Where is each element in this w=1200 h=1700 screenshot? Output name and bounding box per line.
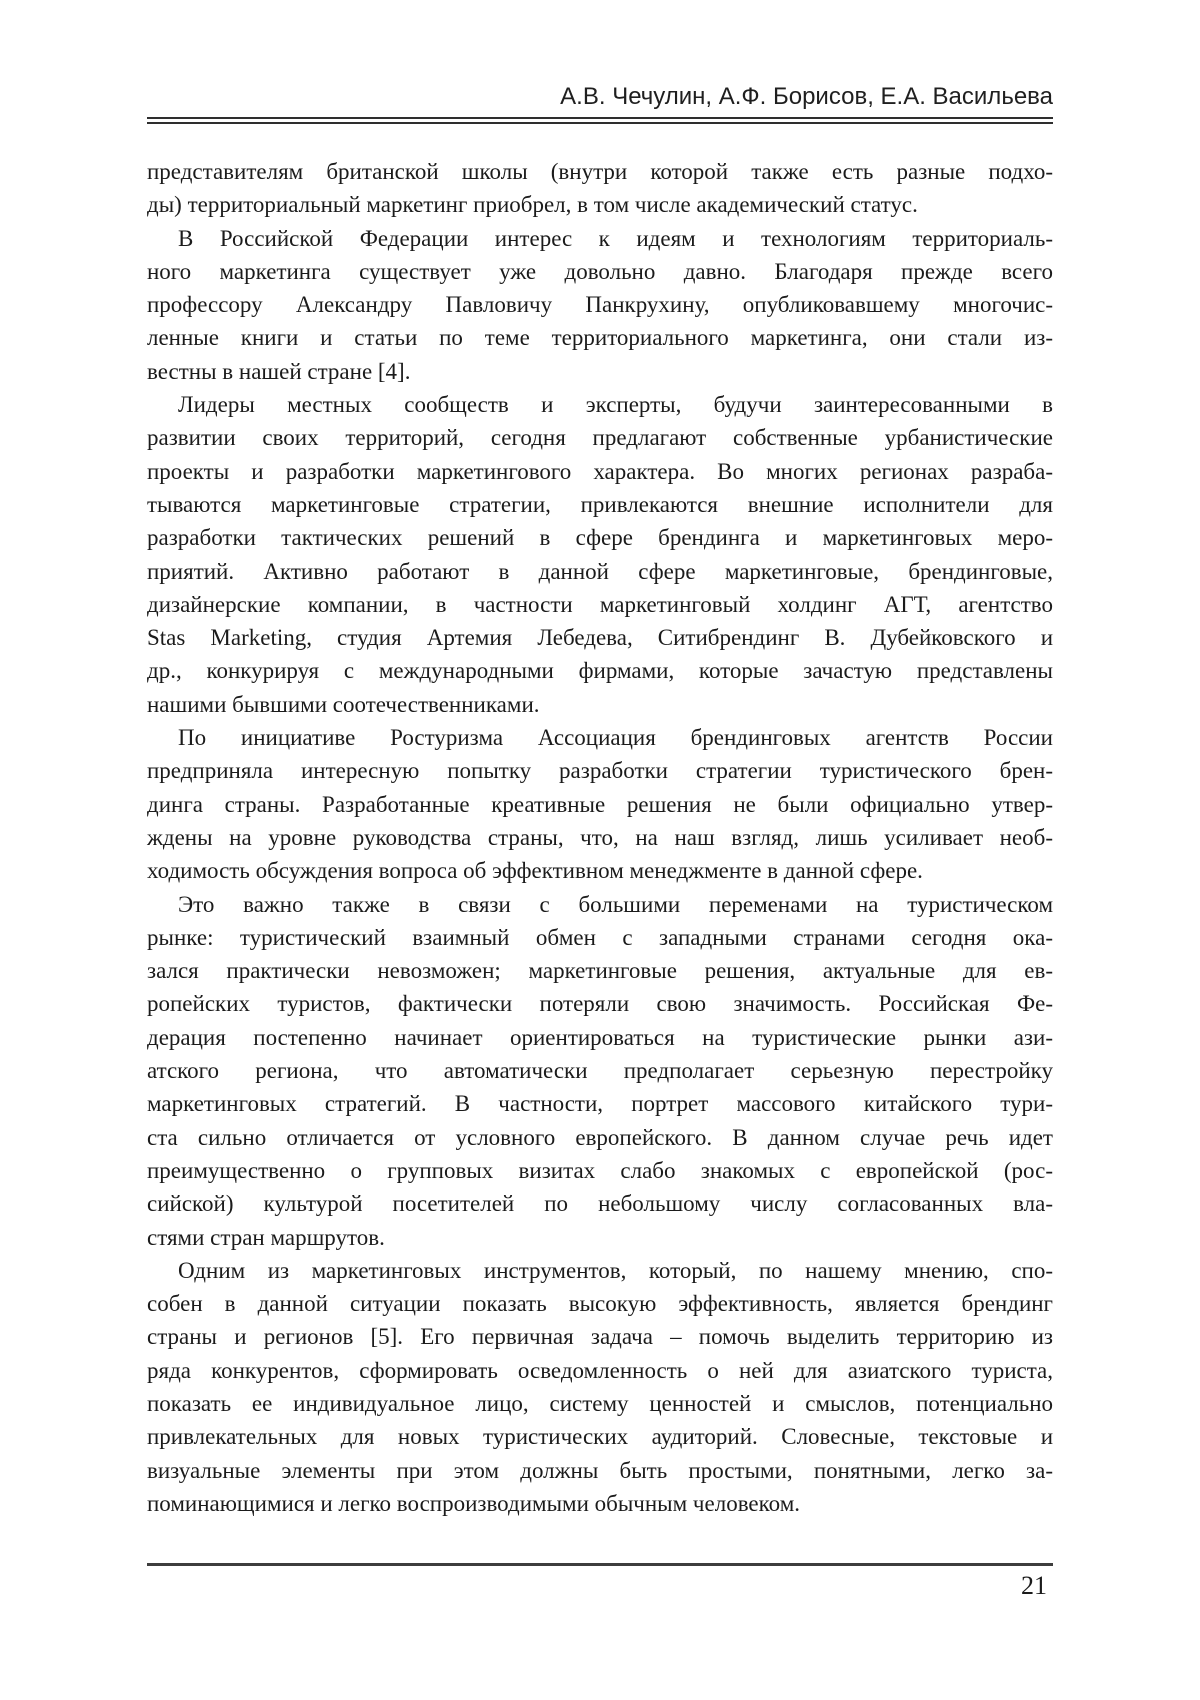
text-line: проекты и разработки маркетингового характера. Во многих регионах разраба- — [147, 458, 1053, 484]
text-line: показать ее индивидуальное лицо, систему ценностей и смыслов, потенциально — [147, 1390, 1053, 1416]
paragraph — [147, 388, 1053, 721]
text-line: разработки тактических решений в сфере брендинга и маркетинговых меро- — [147, 525, 1053, 551]
text-line: В Российской Федерации интерес к идеям и технологиям территориаль- — [178, 225, 1053, 251]
text-line: ропейских туристов, фактически потеряли свою значимость. Российская Фе- — [147, 991, 1053, 1017]
text-line: вестны в нашей стране [4]. — [147, 358, 411, 384]
text-line: приятий. Активно работают в данной сфере маркетинговые, брендинговые, — [147, 558, 1053, 584]
text-line: ного маркетинга существует уже довольно давно. Благодаря прежде всего — [147, 258, 1053, 284]
text-line: визуальные элементы при этом должны быть простыми, понятными, легко за- — [147, 1457, 1053, 1483]
text-line: ста сильно отличается от условного европейского. В данном случае речь идет — [147, 1124, 1053, 1150]
text-line: преимущественно о групповых визитах слабо знакомых с европейской (рос- — [147, 1157, 1053, 1183]
text-line: поминающимися и легко воспроизводимыми обычным человеком. — [147, 1490, 800, 1516]
text-line: др., конкурируя с международными фирмами, которые зачастую представлены — [147, 658, 1053, 684]
text-line: Это важно также в связи с большими переменами на туристическом — [178, 891, 1053, 917]
text-line: маркетинговых стратегий. В частности, портрет массового китайского тури- — [147, 1091, 1053, 1117]
running-head-authors: А.В. Чечулин, А.Ф. Борисов, Е.А. Васильева — [560, 83, 1053, 110]
text-line: стями стран маршрутов. — [147, 1224, 385, 1250]
text-line: Stas Marketing, студия Артемия Лебедева, Ситибрендинг В. Дубейковского и — [147, 625, 1053, 651]
text-line: ленные книги и статьи по теме территориального маркетинга, они стали из- — [147, 325, 1053, 351]
text-line: ждены на уровне руководства страны, что, на наш взгляд, лишь усиливает необ- — [147, 824, 1053, 850]
text-line: Лидеры местных сообществ и эксперты, будучи заинтересованными в — [178, 392, 1053, 418]
paragraph — [147, 721, 1053, 887]
text-line: привлекательных для новых туристических аудиторий. Словесные, текстовые и — [147, 1424, 1053, 1450]
paragraph — [147, 222, 1053, 388]
text-line: атского региона, что автоматически предполагает серьезную перестройку — [147, 1058, 1053, 1084]
paragraph — [147, 888, 1053, 1254]
text-line: страны и регионов [5]. Его первичная задача – помочь выделить территорию из — [147, 1324, 1053, 1350]
text-line: представителям британской школы (внутри которой также есть разные подхо- — [147, 159, 1053, 184]
footer-rule — [147, 1563, 1053, 1566]
body-text — [147, 155, 1053, 1520]
text-line: развитии своих территорий, сегодня предлагают собственные урбанистические — [147, 425, 1053, 451]
text-line: ходимость обсуждения вопроса об эффективном менеджменте в данной сфере. — [147, 858, 923, 884]
text-line: сийской) культурой посетителей по небольшому числу согласованных вла- — [147, 1191, 1053, 1217]
text-line: динга страны. Разработанные креативные решения не были официально утвер- — [147, 791, 1053, 817]
text-line: рынке: туристический взаимный обмен с западными странами сегодня ока- — [147, 924, 1053, 950]
text-line: предприняла интересную попытку разработки стратегии туристического брен- — [147, 758, 1053, 784]
text-line: тываются маркетинговые стратегии, привлекаются внешние исполнители для — [147, 491, 1053, 517]
text-line: По инициативе Ростуризма Ассоциация брендинговых агентств России — [178, 725, 1053, 751]
text-line: Одним из маркетинговых инструментов, который, по нашему мнению, спо- — [178, 1257, 1053, 1283]
text-line: нашими бывшими соотечественниками. — [147, 691, 540, 717]
text-line: дизайнерские компании, в частности маркетинговый холдинг АГТ, агентство — [147, 591, 1053, 617]
text-line: профессору Александру Павловичу Панкрухину, опубликовавшему многочис- — [147, 292, 1053, 318]
running-head — [147, 83, 1053, 111]
paragraph — [147, 155, 1053, 222]
text-line: зался практически невозможен; маркетинговые решения, актуальные для ев- — [147, 958, 1053, 984]
text-line: ды) территориальный маркетинг приобрел, в том числе академический статус. — [147, 192, 918, 218]
paragraph — [147, 1254, 1053, 1520]
text-line: ряда конкурентов, сформировать осведомленность о ней для азиатского туриста, — [147, 1357, 1053, 1383]
page-number: 21 — [1021, 1571, 1047, 1600]
header-double-rule — [147, 117, 1053, 124]
text-line: собен в данной ситуации показать высокую эффективность, является брендинг — [147, 1291, 1053, 1317]
text-line: дерация постепенно начинает ориентироваться на туристические рынки ази- — [147, 1024, 1053, 1050]
